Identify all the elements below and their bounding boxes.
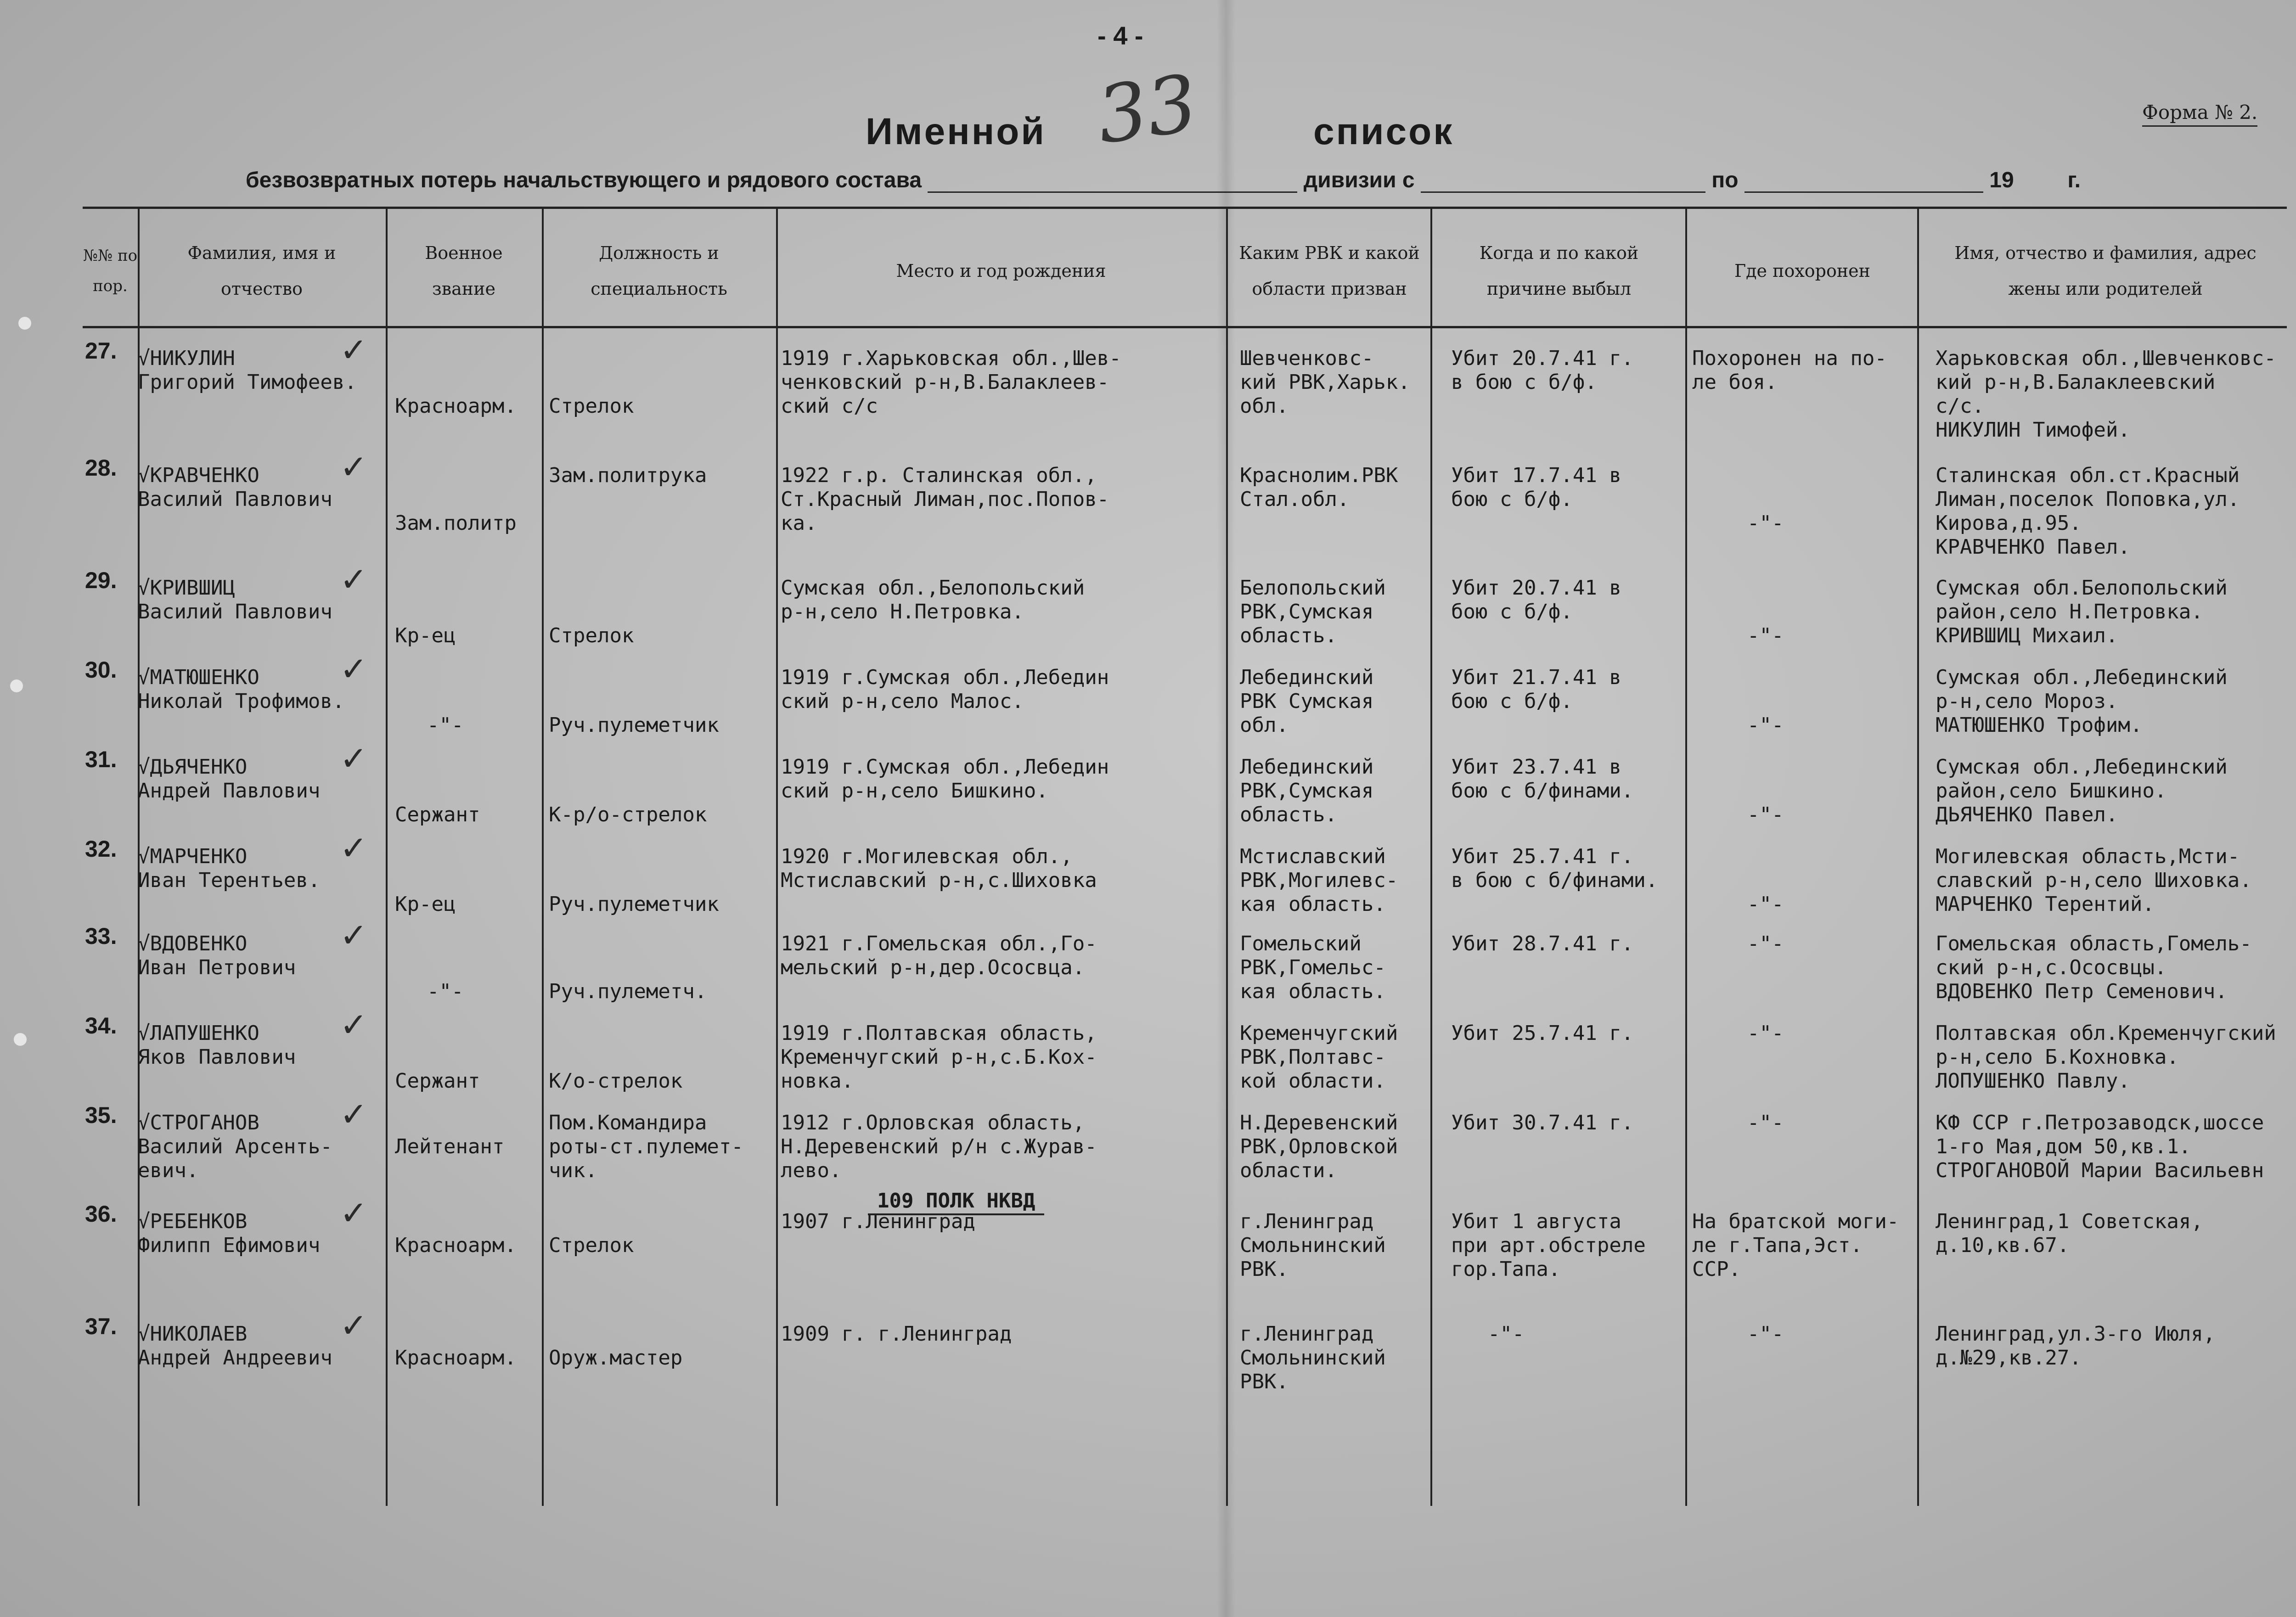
page-number: - 4 - [1097,21,1143,50]
cell-when: Убит 17.7.41 в бою с б/ф. [1451,464,1621,511]
cell-rvk: Лебединский РВК,Сумская область. [1240,755,1374,826]
column-divider [1685,207,1687,1506]
cell-relatives: Ленинград,1 Советская, д.10,кв.67. [1936,1210,2203,1257]
cell-position: К-р/о-стрелок [549,803,707,826]
subtitle-to: по [1711,168,1739,192]
cell-relatives: Харьковская обл.,Шевченковс- кий р-н,В.Балаклеевский с/с. НИКУЛИН Тимофей. [1936,347,2276,442]
cell-buried: -"- [1747,511,1784,535]
title-left: Именной [866,111,1046,152]
cell-birth: 1912 г.Орловская область, Н.Деревенский р/н с.Журав- лево. [781,1111,1097,1182]
check-mark-icon: ✓ [340,739,368,778]
cell-position: К/о-стрелок [549,1069,683,1093]
column-divider [1226,207,1228,1506]
cell-buried: На братской моги- ле г.Тапа,Эст. ССР. [1692,1210,1899,1281]
cell-rank: Сержант [395,803,480,826]
cell-buried: -"- [1747,893,1784,916]
cell-rvk: Шевченковс- кий РВК,Харьк. обл. [1240,347,1410,418]
cell-rank: Кр-ец [395,624,456,647]
row-number: 36. [85,1201,117,1227]
cell-birth: 1919 г.Сумская обл.,Лебедин ский р-н,село Малос. [781,666,1109,713]
cell-name: √КРАВЧЕНКО Василий Павлович [138,464,332,511]
check-mark-icon: ✓ [340,1194,368,1232]
cell-buried: -"- [1747,624,1784,647]
check-mark-icon: ✓ [340,1005,368,1044]
row-number: 34. [85,1013,117,1039]
cell-rvk: Н.Деревенский РВК,Орловской области. [1240,1111,1398,1182]
header-rvk: Каким РВК и какой области призван [1239,243,1420,299]
cell-birth: Сумская обл.,Белопольский р-н,село Н.Петровка. [781,576,1085,623]
row-number: 32. [85,836,117,862]
cell-relatives: Могилевская область,Мсти- славский р-н,село Шиховка. МАРЧЕНКО Терентий. [1936,845,2252,916]
unit-note: 109 ПОЛК НКВД [868,1189,1044,1215]
cell-birth: 1907 г.Ленинград [781,1210,975,1233]
cell-when: Убит 23.7.41 в бою с б/финами. [1451,755,1634,803]
check-mark-icon: ✓ [340,916,368,954]
cell-buried: -"- [1747,1111,1784,1134]
cell-position: Руч.пулеметч. [549,980,707,1003]
binding-hole [10,679,23,692]
cell-relatives: Полтавская обл.Кременчугский р-н,село Б.Кохновка. ЛОПУШЕНКО Павлу. [1936,1022,2276,1093]
cell-position: Руч.пулеметчик [549,713,719,737]
cell-when: Убит 21.7.41 в бою с б/ф. [1451,666,1621,713]
cell-when: Убит 25.7.41 г. [1451,1022,1634,1045]
cell-birth: 1919 г.Полтавская область, Кременчугский р-н,с.Б.Кох- новка. [781,1022,1097,1093]
row-number: 28. [85,455,117,481]
header-rank: Военное звание [425,243,503,299]
blank-field [928,171,1297,193]
cell-position: Стрелок [549,1234,634,1257]
cell-name: √МАТЮШЕНКО Николай Трофимов. [138,666,345,713]
cell-rank: Красноарм. [395,394,517,418]
cell-when: Убит 25.7.41 г. в бою с б/финами. [1451,845,1658,892]
cell-buried: Похоронен на по- ле боя. [1692,347,1887,394]
row-number: 31. [85,747,117,772]
title-right: список [1313,111,1454,152]
cell-name: √ДЬЯЧЕНКО Андрей Павлович [138,755,321,803]
check-mark-icon: ✓ [340,650,368,688]
column-divider [542,207,544,1506]
cell-position: Пом.Командира роты-ст.пулемет- чик. [549,1111,743,1182]
cell-relatives: Сталинская обл.ст.Красный Лиман,поселок Поповка,ул. Кирова,д.95. КРАВЧЕНКО Павел. [1936,464,2240,559]
row-number: 30. [85,657,117,683]
cell-name: √ЛАПУШЕНКО Яков Павлович [138,1022,296,1069]
check-mark-icon: ✓ [340,829,368,867]
cell-buried: -"- [1747,1322,1784,1346]
cell-rvk: г.Ленинград Смольнинский РВК. [1240,1210,1386,1281]
handwritten-sheet-number: 33 [1092,57,1203,162]
header-name: Фамилия, имя и отчество [187,243,336,299]
cell-rank: Сержант [395,1069,480,1093]
table-top-rule [83,207,2287,209]
cell-name: √СТРОГАНОВ Василий Арсенть- евич. [138,1111,332,1182]
cell-position: Оруж.мастер [549,1346,683,1370]
cell-name: √НИКУЛИН Григорий Тимофеев. [138,347,357,394]
cell-rank: -"- [427,713,464,737]
check-mark-icon: ✓ [340,448,368,486]
binding-hole [14,1033,27,1046]
cell-birth: 1922 г.р. Сталинская обл., Ст.Красный Лиман,пос.Попов- ка. [781,464,1109,535]
cell-relatives: Сумская обл.,Лебединский р-н,село Мороз. МАТЮШЕНКО Трофим. [1936,666,2228,737]
cell-buried: -"- [1747,713,1784,737]
cell-birth: 1921 г.Гомельская обл.,Го- мельский р-н,дер.Ососвца. [781,932,1097,979]
cell-relatives: Гомельская область,Гомель- ский р-н,с.Ососвцы. ВДОВЕНКО Петр Семенович. [1936,932,2252,1003]
cell-rank: Зам.политр [395,511,517,535]
cell-rvk: Мстиславский РВК,Могилевс- кая область. [1240,845,1398,916]
cell-name: √НИКОЛАЕВ Андрей Андреевич [138,1322,332,1370]
cell-position: Руч.пулеметчик [549,893,719,916]
cell-rvk: Кременчугский РВК,Полтавс- кой области. [1240,1022,1398,1093]
row-number: 27. [85,338,117,364]
row-number: 33. [85,923,117,949]
cell-position: Стрелок [549,624,634,647]
cell-relatives: Сумская обл.Белопольский район,село Н.Петровка. КРИВШИЦ Михаил. [1936,576,2228,647]
cell-relatives: Ленинград,ул.3-го Июля, д.№29,кв.27. [1936,1322,2216,1370]
blank-field [1421,171,1705,193]
check-mark-icon: ✓ [340,1095,368,1134]
column-divider [1917,207,1919,1506]
header-buried: Где похоронен [1734,261,1870,281]
cell-birth: 1919 г.Харьковская обл.,Шев- ченковский р-н,В.Балаклеев- ский с/с [781,347,1121,418]
cell-buried: -"- [1747,1022,1784,1045]
column-divider [386,207,388,1506]
cell-birth: 1919 г.Сумская обл.,Лебедин ский р-н,село Бишкино. [781,755,1109,803]
cell-relatives: Сумская обл.,Лебединский район,село Бишкино. ДЬЯЧЕНКО Павел. [1936,755,2228,826]
header-relatives: Имя, отчество и фамилия, адрес жены или родителей [1954,243,2257,299]
row-number: 29. [85,567,117,593]
cell-rvk: Краснолим.РВК Стал.обл. [1240,464,1398,511]
cell-when: Убит 30.7.41 г. [1451,1111,1634,1134]
cell-name: √ВДОВЕНКО Иван Петрович [138,932,296,979]
cell-buried: -"- [1747,932,1784,955]
cell-when: Убит 20.7.41 г. в бою с б/ф. [1451,347,1634,394]
subtitle-row [246,168,2081,193]
cell-position: Стрелок [549,394,634,418]
cell-birth: 1920 г.Могилевская обл., Мстиславский р-н,с.Шиховка [781,845,1097,892]
cell-rank: Лейтенант [395,1135,505,1158]
subtitle-year: 19 [1989,168,2014,192]
cell-buried: -"- [1747,803,1784,826]
header-birth: Место и год рождения [896,261,1106,281]
column-divider [776,207,778,1506]
check-mark-icon: ✓ [340,331,368,369]
check-mark-icon: ✓ [340,1306,368,1345]
cell-rvk: Белопольский РВК,Сумская область. [1240,576,1386,647]
cell-rvk: Гомельский РВК,Гомельс- кая область. [1240,932,1386,1003]
cell-name: √МАРЧЕНКО Иван Терентьев. [138,845,321,892]
cell-rank: Кр-ец [395,893,456,916]
row-number: 35. [85,1102,117,1128]
cell-rank: Красноарм. [395,1234,517,1257]
cell-position: Зам.политрука [549,464,707,487]
cell-when: Убит 1 августа при арт.обстреле гор.Тапа. [1451,1210,1646,1281]
subtitle-text: безвозвратных потерь начальствующего и рядового состава [246,168,922,192]
header-position: Должность и специальность [591,243,727,299]
binding-hole [18,317,31,330]
cell-birth: 1909 г. г.Ленинград [781,1322,1012,1346]
column-divider [1430,207,1432,1506]
header-when: Когда и по какой причине выбыл [1479,243,1639,299]
cell-when: -"- [1488,1322,1525,1346]
cell-name: √РЕБЕНКОВ Филипп Ефимович [138,1210,321,1257]
subtitle-division: дивизии с [1303,168,1415,192]
cell-when: Убит 28.7.41 г. [1451,932,1634,955]
cell-relatives: КФ ССР г.Петрозаводск,шоссе 1-го Мая,дом 50,кв.1. СТРОГАНОВОЙ Марии Васильевн [1936,1111,2264,1182]
cell-when: Убит 20.7.41 в бою с б/ф. [1451,576,1621,623]
cell-rank: -"- [427,980,464,1003]
header-bottom-rule [83,326,2287,328]
cell-rvk: Лебединский РВК Сумская обл. [1240,666,1374,737]
blank-field [1745,171,1983,193]
cell-name: √КРИВШИЦ Василий Павлович [138,576,332,623]
row-number: 37. [85,1314,117,1339]
cell-rvk: г.Ленинград Смольнинский РВК. [1240,1322,1386,1393]
check-mark-icon: ✓ [340,560,368,599]
subtitle-year-suffix: г. [2067,168,2081,192]
cell-rank: Красноарм. [395,1346,517,1370]
form-label: Форма № 2. [2142,101,2257,127]
header-num: №№ по пор. [83,247,138,295]
